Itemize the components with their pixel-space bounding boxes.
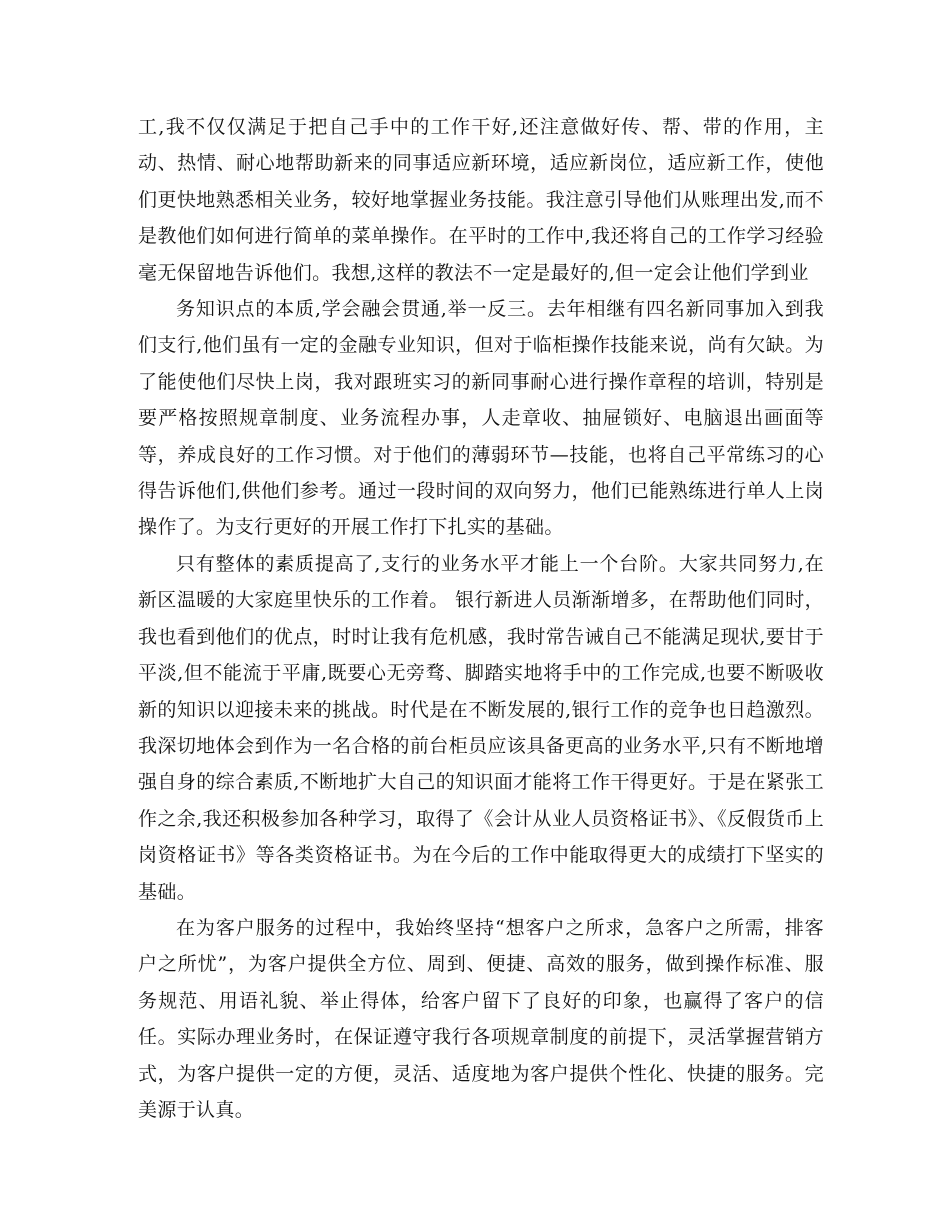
paragraph-1: 工,我不仅仅满足于把自己手中的工作干好,还注意做好传、帮、带的作用，主动、热情、耐心地帮助新来的同事适应新环境，适应新岗位，适应新工作，使他们更快地熟悉相关业务，较好地掌握业务技能。我注意引导他们从账理出发,而不是教他们如何进行简单的菜单操作。在平时的工作中,我还将自己的工作学习经验毫无保留地告诉他们。我想,这样的教法不一定是最好的,但一定会让他们学到业: [138, 116, 824, 284]
paragraph-2: 务知识点的本质,学会融会贯通,举一反三。去年相继有四名新同事加入到我们支行,他们虽有一定的金融专业知识，但对于临柜操作技能来说，尚有欠缺。为了能使他们尽快上岗，我对跟班实习的新同事耐心进行操作章程的培训，特别是要严格按照规章制度、业务流程办事，人走章收、抽屉锁好、电脑退出画面等等，养成良好的工作习惯。对于他们的薄弱环节—技能，也将自己平常练习的心得告诉他们,供他们参考。通过一段时间的双向努力，他们已能熟练进行单人上岗操作了。为支行更好的开展工作打下扎实的基础。: [138, 298, 824, 539]
paragraph-3: 只有整体的素质提高了,支行的业务水平才能上一个台阶。大家共同努力,在新区温暖的大家庭里快乐的工作着。 银行新进人员渐渐增多，在帮助他们同时，我也看到他们的优点，时时让我有危机感，我时常告诫自己不能满足现状,要甘于平淡,但不能流于平庸,既要心无旁骛、脚踏实地将手中的工作完成,也要不断吸收新的知识以迎接未来的挑战。时代是在不断发展的,银行工作的竞争也日趋激烈。我深切地体会到作为一名合格的前台柜员应该具备更高的业务水平,只有不断地增强自身的综合素质,不断地扩大自己的知识面才能将工作干得更好。于是在紧张工作之余,我还积极参加各种学习，取得了《会计从业人员资格证书》、《反假货币上岗资格证书》等各类资格证书。为在今后的工作中能取得更大的成绩打下坚实的基础。: [138, 552, 824, 903]
paragraph-4: 在为客户服务的过程中，我始终坚持“想客户之所求，急客户之所需，排客户之所忧”，为客户提供全方位、周到、便捷、高效的服务，做到操作标准、服务规范、用语礼貌、举止得体，给客户留下了良好的印象，也赢得了客户的信任。实际办理业务时，在保证遵守我行各项规章制度的前提下，灵活掌握营销方式，为客户提供一定的方便，灵活、适度地为客户提供个性化、快捷的服务。完美源于认真。: [138, 916, 824, 1121]
document-page: [138, 109, 824, 1128]
